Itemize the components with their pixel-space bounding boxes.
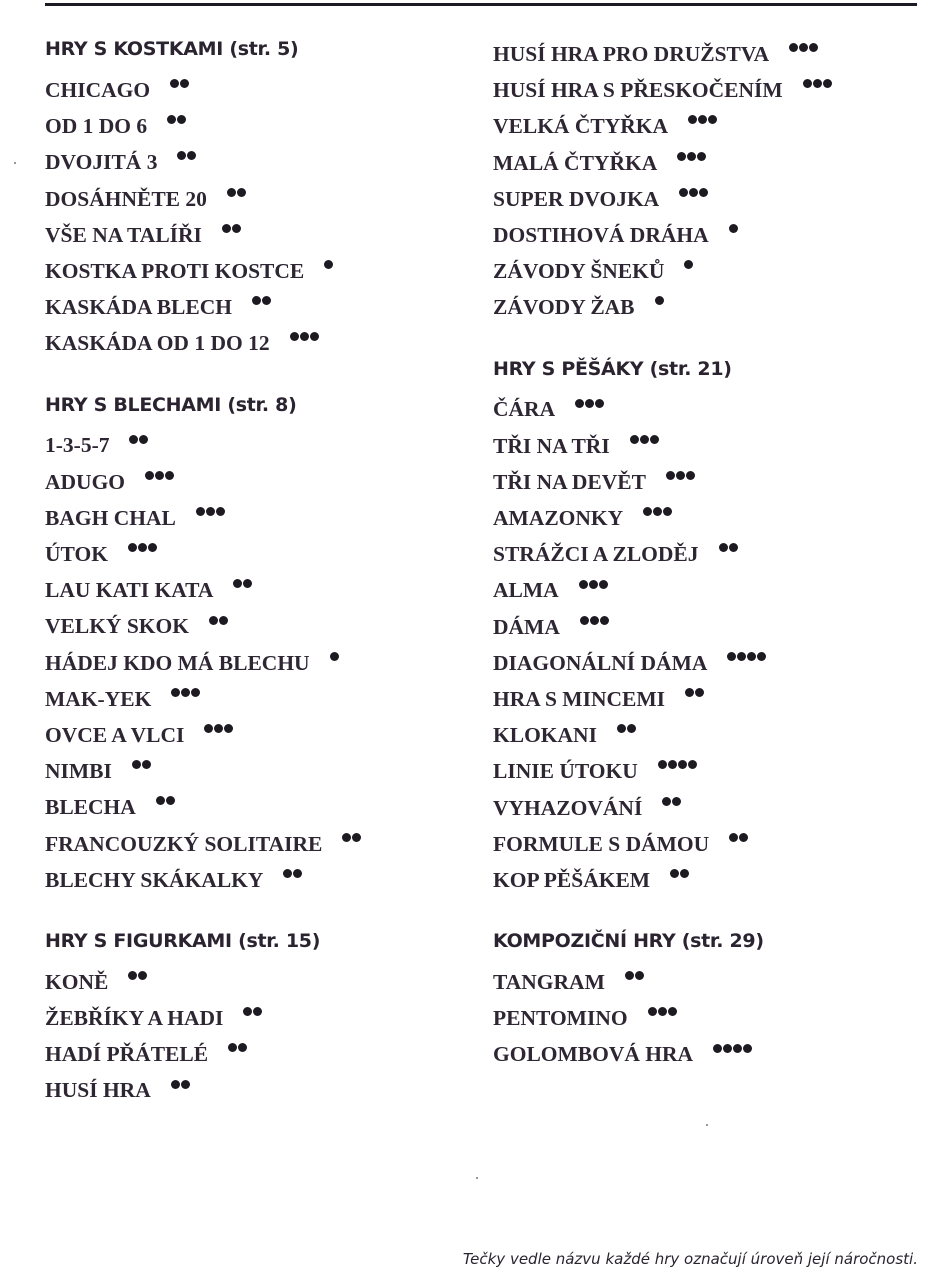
- difficulty-dots: [167, 112, 187, 122]
- difficulty-dot-icon: [237, 188, 246, 197]
- difficulty-dot-icon: [575, 399, 584, 408]
- game-name: HUSÍ HRA: [45, 1078, 151, 1103]
- difficulty-dot-icon: [290, 332, 299, 341]
- game-name: OVCE A VLCI: [45, 722, 185, 747]
- difficulty-dots: [290, 329, 320, 339]
- difficulty-dot-icon: [666, 471, 675, 480]
- difficulty-dots: [243, 1004, 263, 1014]
- game-name: GOLOMBOVÁ HRA: [493, 1042, 694, 1067]
- difficulty-dots: [685, 685, 705, 695]
- difficulty-dot-icon: [589, 580, 598, 589]
- difficulty-dots: [227, 185, 247, 195]
- difficulty-dot-icon: [684, 260, 693, 269]
- game-item: [45, 824, 465, 860]
- game-item: [45, 323, 465, 359]
- difficulty-dot-icon: [187, 151, 196, 160]
- difficulty-dot-icon: [823, 79, 832, 88]
- difficulty-dot-icon: [171, 1080, 180, 1089]
- difficulty-dot-icon: [148, 543, 157, 552]
- difficulty-dot-icon: [180, 79, 189, 88]
- difficulty-dots: [145, 468, 175, 478]
- game-item: [493, 998, 923, 1034]
- game-item: [493, 215, 923, 251]
- right-column: [493, 34, 923, 1101]
- difficulty-dot-icon: [177, 115, 186, 124]
- difficulty-dot-icon: [727, 652, 736, 661]
- game-name: STRÁŽCI A ZLODĚJ: [493, 542, 699, 567]
- difficulty-dot-icon: [600, 616, 609, 625]
- difficulty-dots: [688, 112, 718, 122]
- game-name: AMAZONKY: [493, 506, 624, 531]
- game-name: NIMBI: [45, 759, 112, 784]
- scan-speck: [706, 1124, 708, 1126]
- difficulty-dots: [252, 293, 272, 303]
- difficulty-dot-icon: [145, 471, 154, 480]
- game-name: DÁMA: [493, 614, 560, 639]
- difficulty-dots: [789, 40, 819, 50]
- left-column: [45, 34, 465, 1137]
- difficulty-dot-icon: [142, 760, 151, 769]
- difficulty-dot-icon: [713, 1044, 722, 1053]
- difficulty-dot-icon: [191, 688, 200, 697]
- difficulty-dots: [677, 149, 707, 159]
- game-item: [493, 1035, 923, 1071]
- difficulty-dot-icon: [579, 580, 588, 589]
- difficulty-dot-icon: [643, 507, 652, 516]
- difficulty-dots: [342, 830, 362, 840]
- game-name: VELKÝ SKOK: [45, 614, 189, 639]
- difficulty-dots: [128, 968, 148, 978]
- game-item: [45, 1071, 465, 1107]
- difficulty-dot-icon: [650, 435, 659, 444]
- game-name: HUSÍ HRA PRO DRUŽSTVA: [493, 41, 770, 66]
- difficulty-dots: [679, 185, 709, 195]
- difficulty-dot-icon: [224, 724, 233, 733]
- game-item: [493, 106, 923, 142]
- game-name: ADUGO: [45, 469, 126, 494]
- game-name: VŠE NA TALÍŘI: [45, 222, 202, 247]
- difficulty-dots: [662, 794, 682, 804]
- game-name: HRA S MINCEMI: [493, 686, 666, 711]
- difficulty-dots: [128, 540, 158, 550]
- game-item: [45, 998, 465, 1034]
- difficulty-dot-icon: [743, 1044, 752, 1053]
- difficulty-dot-icon: [617, 724, 626, 733]
- game-item: [493, 390, 923, 426]
- game-name: LAU KATI KATA: [45, 578, 214, 603]
- game-item: [493, 143, 923, 179]
- difficulty-dot-icon: [627, 724, 636, 733]
- difficulty-dot-icon: [686, 471, 695, 480]
- difficulty-dots: [713, 1041, 753, 1051]
- difficulty-dot-icon: [729, 833, 738, 842]
- difficulty-dots: [575, 396, 605, 406]
- difficulty-dot-icon: [708, 115, 717, 124]
- difficulty-dots: [630, 432, 660, 442]
- difficulty-dot-icon: [156, 796, 165, 805]
- difficulty-dot-icon: [698, 115, 707, 124]
- section-title: HRY S BLECHAMI (str. 8): [45, 393, 297, 416]
- difficulty-dots: [156, 793, 176, 803]
- game-name: ŽEBŘÍKY A HADI: [45, 1006, 224, 1031]
- difficulty-dot-icon: [293, 869, 302, 878]
- difficulty-dot-icon: [243, 579, 252, 588]
- game-list: [45, 70, 465, 360]
- game-item: [45, 426, 465, 462]
- game-item: [493, 643, 923, 679]
- difficulty-dot-icon: [668, 760, 677, 769]
- difficulty-dot-icon: [206, 507, 215, 516]
- game-item: [45, 462, 465, 498]
- difficulty-dots: [625, 968, 645, 978]
- difficulty-dot-icon: [668, 1007, 677, 1016]
- game-list: [493, 34, 923, 324]
- game-name: BLECHA: [45, 795, 136, 820]
- scan-speck: [14, 162, 16, 164]
- difficulty-dot-icon: [233, 579, 242, 588]
- difficulty-dot-icon: [181, 1080, 190, 1089]
- difficulty-dot-icon: [177, 151, 186, 160]
- difficulty-dot-icon: [352, 833, 361, 842]
- game-name: KOSTKA PROTI KOSTCE: [45, 258, 305, 283]
- difficulty-dot-icon: [166, 796, 175, 805]
- difficulty-dot-icon: [663, 507, 672, 516]
- game-section: [45, 926, 465, 1107]
- game-item: [493, 751, 923, 787]
- game-name: CHICAGO: [45, 77, 151, 102]
- difficulty-dot-icon: [803, 79, 812, 88]
- difficulty-dot-icon: [672, 797, 681, 806]
- game-item: [493, 34, 923, 70]
- difficulty-dot-icon: [678, 760, 687, 769]
- game-name: ČÁRA: [493, 397, 556, 422]
- difficulty-dot-icon: [138, 971, 147, 980]
- game-section: [493, 354, 923, 897]
- difficulty-dot-icon: [262, 296, 271, 305]
- game-item: [45, 106, 465, 142]
- difficulty-dot-icon: [300, 332, 309, 341]
- game-item: [493, 179, 923, 215]
- difficulty-dot-icon: [155, 471, 164, 480]
- game-name: 1-3-5-7: [45, 433, 110, 458]
- game-name: DOSTIHOVÁ DRÁHA: [493, 222, 709, 247]
- difficulty-dot-icon: [653, 507, 662, 516]
- game-item: [493, 251, 923, 287]
- difficulty-dot-icon: [677, 152, 686, 161]
- game-name: DOSÁHNĚTE 20: [45, 186, 207, 211]
- game-section: [45, 390, 465, 896]
- difficulty-dots: [648, 1004, 678, 1014]
- difficulty-dots: [580, 613, 610, 623]
- game-item: [493, 426, 923, 462]
- difficulty-dot-icon: [310, 332, 319, 341]
- difficulty-dot-icon: [662, 797, 671, 806]
- game-item: [45, 679, 465, 715]
- difficulty-dots: [670, 866, 690, 876]
- game-item: [45, 70, 465, 106]
- game-name: ZÁVODY ŠNEKŮ: [493, 259, 665, 284]
- game-name: OD 1 DO 6: [45, 114, 148, 139]
- difficulty-dots: [324, 257, 334, 267]
- difficulty-dot-icon: [737, 652, 746, 661]
- game-section: [45, 34, 465, 360]
- difficulty-dots: [209, 613, 229, 623]
- difficulty-dots: [803, 76, 833, 86]
- difficulty-dot-icon: [697, 152, 706, 161]
- scan-speck: [476, 1177, 478, 1179]
- game-item: [493, 287, 923, 323]
- difficulty-dot-icon: [590, 616, 599, 625]
- game-item: [45, 287, 465, 323]
- difficulty-dot-icon: [658, 1007, 667, 1016]
- game-name: KASKÁDA BLECH: [45, 295, 232, 320]
- difficulty-dot-icon: [699, 188, 708, 197]
- game-name: KONĚ: [45, 969, 109, 994]
- game-section: [493, 926, 923, 1071]
- difficulty-dots: [177, 148, 197, 158]
- game-name: FRANCOUZKÝ SOLITAIRE: [45, 831, 323, 856]
- game-item: [45, 251, 465, 287]
- difficulty-dot-icon: [227, 188, 236, 197]
- difficulty-dot-icon: [688, 760, 697, 769]
- game-name: ÚTOK: [45, 542, 108, 567]
- difficulty-dot-icon: [253, 1007, 262, 1016]
- difficulty-dot-icon: [813, 79, 822, 88]
- difficulty-dot-icon: [679, 188, 688, 197]
- difficulty-dot-icon: [695, 688, 704, 697]
- game-item: [493, 715, 923, 751]
- game-item: [45, 962, 465, 998]
- game-name: SUPER DVOJKA: [493, 186, 660, 211]
- difficulty-dots: [729, 830, 749, 840]
- difficulty-dot-icon: [132, 760, 141, 769]
- difficulty-dots: [666, 468, 696, 478]
- game-list: [45, 426, 465, 896]
- section-title: HRY S KOSTKAMI (str. 5): [45, 38, 299, 60]
- game-name: ALMA: [493, 578, 559, 603]
- difficulty-dot-icon: [204, 724, 213, 733]
- difficulty-dot-icon: [670, 869, 679, 878]
- difficulty-dot-icon: [729, 543, 738, 552]
- section-title: HRY S FIGURKAMI (str. 15): [45, 929, 321, 952]
- difficulty-dot-icon: [585, 399, 594, 408]
- difficulty-dot-icon: [171, 688, 180, 697]
- difficulty-dot-icon: [167, 115, 176, 124]
- difficulty-dot-icon: [342, 833, 351, 842]
- difficulty-dot-icon: [330, 652, 339, 661]
- game-item: [493, 824, 923, 860]
- difficulty-dot-icon: [128, 971, 137, 980]
- game-name: FORMULE S DÁMOU: [493, 831, 710, 856]
- difficulty-dot-icon: [324, 260, 333, 269]
- difficulty-dots: [655, 293, 665, 303]
- game-item: [45, 751, 465, 787]
- difficulty-dot-icon: [719, 543, 728, 552]
- difficulty-dot-icon: [733, 1044, 742, 1053]
- difficulty-dots: [129, 432, 149, 442]
- difficulty-dot-icon: [599, 580, 608, 589]
- difficulty-dot-icon: [625, 971, 634, 980]
- difficulty-dot-icon: [232, 224, 241, 233]
- difficulty-dots: [617, 721, 637, 731]
- game-name: TŘI NA TŘI: [493, 433, 610, 458]
- game-name: VELKÁ ČTYŘKA: [493, 114, 669, 139]
- difficulty-dots: [222, 221, 242, 231]
- game-item: [45, 534, 465, 570]
- difficulty-dot-icon: [580, 616, 589, 625]
- top-rule: [45, 3, 917, 6]
- game-name: TANGRAM: [493, 970, 605, 995]
- difficulty-dots: [579, 577, 609, 587]
- difficulty-dot-icon: [680, 869, 689, 878]
- game-name: KASKÁDA OD 1 DO 12: [45, 331, 270, 356]
- game-item: [493, 607, 923, 643]
- difficulty-dot-icon: [676, 471, 685, 480]
- game-item: [493, 462, 923, 498]
- game-item: [493, 534, 923, 570]
- difficulty-dots: [171, 1077, 191, 1087]
- game-name: BAGH CHAL: [45, 505, 176, 530]
- difficulty-dot-icon: [216, 507, 225, 516]
- game-item: [493, 788, 923, 824]
- difficulty-dot-icon: [655, 296, 664, 305]
- game-item: [45, 715, 465, 751]
- difficulty-dots: [233, 576, 253, 586]
- game-item: [493, 570, 923, 606]
- game-item: [493, 679, 923, 715]
- game-item: [45, 1034, 465, 1070]
- difficulty-dots: [170, 76, 190, 86]
- difficulty-dots: [132, 757, 152, 767]
- game-name: LINIE ÚTOKU: [493, 759, 638, 784]
- difficulty-dots: [643, 504, 673, 514]
- game-item: [45, 643, 465, 679]
- game-name: ZÁVODY ŽAB: [493, 295, 635, 320]
- game-section: [493, 34, 923, 324]
- difficulty-dot-icon: [139, 435, 148, 444]
- difficulty-dot-icon: [747, 652, 756, 661]
- difficulty-dots: [204, 721, 234, 731]
- difficulty-dots: [658, 757, 698, 767]
- difficulty-dots: [719, 540, 739, 550]
- difficulty-dot-icon: [252, 296, 261, 305]
- difficulty-dot-icon: [729, 224, 738, 233]
- difficulty-dot-icon: [170, 79, 179, 88]
- section-title: HRY S PĚŠÁKY (str. 21): [493, 357, 732, 380]
- difficulty-dot-icon: [640, 435, 649, 444]
- game-name: BLECHY SKÁKALKY: [45, 867, 264, 892]
- difficulty-dot-icon: [799, 43, 808, 52]
- section-title: KOMPOZIČNÍ HRY (str. 29): [493, 930, 764, 953]
- difficulty-dot-icon: [635, 971, 644, 980]
- difficulty-dots: [729, 221, 739, 231]
- difficulty-dot-icon: [128, 543, 137, 552]
- game-name: PENTOMINO: [493, 1006, 628, 1031]
- difficulty-dot-icon: [238, 1043, 247, 1052]
- difficulty-dots: [684, 257, 694, 267]
- difficulty-dot-icon: [283, 869, 292, 878]
- difficulty-dot-icon: [630, 435, 639, 444]
- game-name: HÁDEJ KDO MÁ BLECHU: [45, 650, 310, 675]
- difficulty-dots: [171, 685, 201, 695]
- difficulty-dot-icon: [723, 1044, 732, 1053]
- difficulty-dots: [196, 504, 226, 514]
- game-name: KLOKANI: [493, 723, 597, 748]
- game-name: TŘI NA DEVĚT: [493, 469, 646, 494]
- difficulty-dot-icon: [658, 760, 667, 769]
- game-item: [45, 215, 465, 251]
- game-name: VYHAZOVÁNÍ: [493, 795, 643, 820]
- game-item: [493, 962, 923, 998]
- difficulty-dot-icon: [209, 616, 218, 625]
- game-list: [493, 390, 923, 897]
- difficulty-dot-icon: [809, 43, 818, 52]
- game-name: HADÍ PŘÁTELÉ: [45, 1042, 209, 1067]
- difficulty-dot-icon: [685, 688, 694, 697]
- game-item: [493, 70, 923, 106]
- game-item: [45, 142, 465, 178]
- difficulty-legend-note: Tečky vedle názvu každé hry označují úroveň její náročnosti.: [462, 1250, 918, 1268]
- difficulty-dot-icon: [138, 543, 147, 552]
- game-item: [45, 498, 465, 534]
- difficulty-dot-icon: [648, 1007, 657, 1016]
- game-item: [45, 860, 465, 896]
- game-name: MALÁ ČTYŘKA: [493, 150, 658, 175]
- difficulty-dot-icon: [689, 188, 698, 197]
- game-item: [493, 498, 923, 534]
- difficulty-dot-icon: [688, 115, 697, 124]
- game-name: DIAGONÁLNÍ DÁMA: [493, 650, 708, 675]
- difficulty-dot-icon: [687, 152, 696, 161]
- difficulty-dot-icon: [219, 616, 228, 625]
- game-list: [493, 962, 923, 1071]
- difficulty-dots: [727, 649, 767, 659]
- game-item: [45, 179, 465, 215]
- difficulty-dot-icon: [129, 435, 138, 444]
- difficulty-dot-icon: [739, 833, 748, 842]
- game-item: [45, 787, 465, 823]
- difficulty-dot-icon: [222, 224, 231, 233]
- game-name: MAK-YEK: [45, 686, 152, 711]
- game-name: HUSÍ HRA S PŘESKOČENÍM: [493, 78, 783, 103]
- difficulty-dot-icon: [165, 471, 174, 480]
- difficulty-dot-icon: [789, 43, 798, 52]
- game-item: [45, 606, 465, 642]
- game-list: [45, 962, 465, 1107]
- difficulty-dots: [228, 1040, 248, 1050]
- game-name: DVOJITÁ 3: [45, 150, 158, 175]
- difficulty-dot-icon: [196, 507, 205, 516]
- game-name: KOP PĚŠÁKEM: [493, 867, 651, 892]
- difficulty-dot-icon: [181, 688, 190, 697]
- game-item: [45, 570, 465, 606]
- difficulty-dot-icon: [757, 652, 766, 661]
- difficulty-dots: [330, 649, 340, 659]
- difficulty-dot-icon: [228, 1043, 237, 1052]
- difficulty-dot-icon: [214, 724, 223, 733]
- difficulty-dots: [283, 866, 303, 876]
- game-item: [493, 860, 923, 896]
- difficulty-dot-icon: [595, 399, 604, 408]
- difficulty-dot-icon: [243, 1007, 252, 1016]
